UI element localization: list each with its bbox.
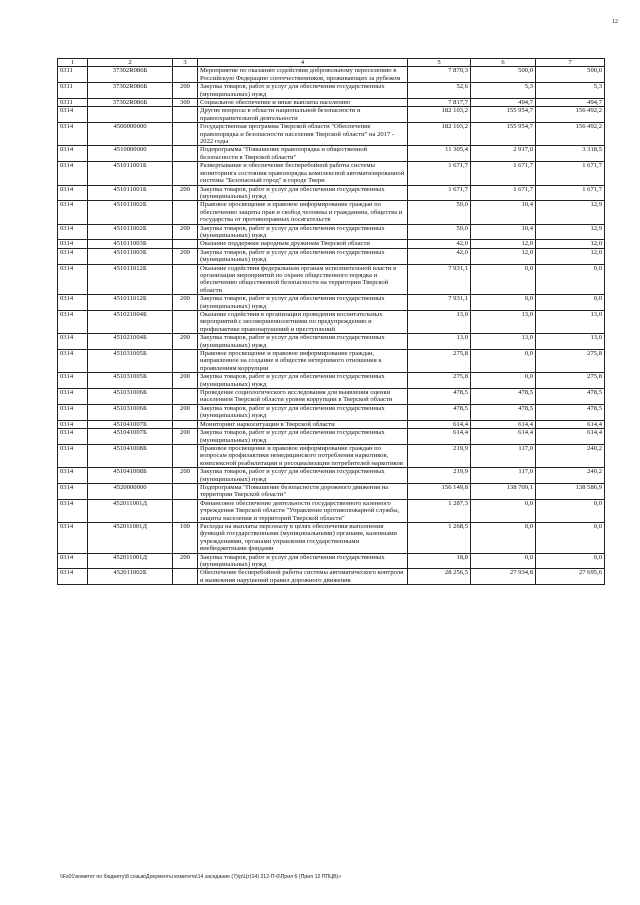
section-code-cell: 0314 xyxy=(58,522,88,553)
target-item-code-cell xyxy=(88,107,173,123)
target-item-code-cell: 451031005Б xyxy=(88,373,173,389)
section-code-cell: 0314 xyxy=(58,201,88,224)
target-item-code-cell: 451031006Б xyxy=(88,389,173,405)
amount-year3-cell: 3 318,5 xyxy=(536,146,605,162)
amount-year3-cell: 13,0 xyxy=(536,311,605,334)
target-item-code-cell: 37302R086Б xyxy=(88,83,173,99)
amount-year1-cell: 182 103,2 xyxy=(408,123,471,146)
amount-year2-cell: 10,4 xyxy=(471,224,536,240)
section-code-cell: 0314 xyxy=(58,483,88,499)
target-item-code-cell: 4520000000 xyxy=(88,483,173,499)
expense-type-code-cell xyxy=(173,483,198,499)
item-name-cell: Закупка товаров, работ и услуг для обеспечения государственных (муниципальных) нужд xyxy=(198,185,408,201)
item-name-cell: Оказание поддержки народным дружинам Тверской области xyxy=(198,240,408,248)
table-row xyxy=(58,123,605,146)
header-cell-4: 4 xyxy=(198,59,408,67)
expense-type-code-cell: 100 xyxy=(173,522,198,553)
amount-year1-cell: 614,4 xyxy=(408,420,471,428)
section-code-cell: 0314 xyxy=(58,373,88,389)
table-row xyxy=(58,569,605,585)
expense-type-code-cell xyxy=(173,107,198,123)
amount-year1-cell: 275,8 xyxy=(408,373,471,389)
item-name-cell: Оказание содействия федеральным органам исполнительной власти в организации мероприятий по охране общественного порядка и обеспечению общественной безопасности на территории Тверской области xyxy=(198,264,408,295)
amount-year2-cell: 500,0 xyxy=(471,67,536,83)
target-item-code-cell: 4510000000 xyxy=(88,146,173,162)
amount-year2-cell: 0,0 xyxy=(471,522,536,553)
target-item-code-cell: 451041008Б xyxy=(88,444,173,467)
table-row xyxy=(58,162,605,185)
expense-type-code-cell: 200 xyxy=(173,429,198,445)
expense-type-code-cell: 200 xyxy=(173,185,198,201)
item-name-cell: Проведение социологического исследования для выявления оценки населением Тверской области уровня коррупции в Тверской области xyxy=(198,389,408,405)
amount-year1-cell: 13,0 xyxy=(408,311,471,334)
item-name-cell: Закупка товаров, работ и услуг для обеспечения государственных (муниципальных) нужд xyxy=(198,373,408,389)
target-item-code-cell: 451011001Б xyxy=(88,185,173,201)
table-row xyxy=(58,185,605,201)
item-name-cell: Развертывание и обеспечение бесперебойной работы системы мониторинга состояния правопорядка комплексной автоматизированной системы "Безопасный город" в городе Твери xyxy=(198,162,408,185)
item-name-cell: Финансовое обеспечение деятельности государственного казенного учреждения Тверской области "Управление противопожарной службы, защиты населения и территорий Тверской области" xyxy=(198,499,408,522)
expense-type-code-cell xyxy=(173,389,198,405)
table-row xyxy=(58,311,605,334)
file-path-footer: \\Fs01\комитет по бюджету\8 созыв\Документы комитета\14 заседание (7)\р\Цт(14) 312-П-6\Прил 6 (Прил 12 ППЦВ)» xyxy=(60,874,342,880)
amount-year1-cell: 1 268,5 xyxy=(408,522,471,553)
target-item-code-cell: 451011012Б xyxy=(88,295,173,311)
expense-type-code-cell: 200 xyxy=(173,373,198,389)
expense-type-code-cell: 200 xyxy=(173,468,198,484)
amount-year3-cell: 0,0 xyxy=(536,522,605,553)
target-item-code-cell: 451021004Б xyxy=(88,334,173,350)
amount-year1-cell: 275,8 xyxy=(408,350,471,373)
expense-type-code-cell xyxy=(173,444,198,467)
expense-type-code-cell: 200 xyxy=(173,404,198,420)
table-row xyxy=(58,420,605,428)
amount-year3-cell: 12,0 xyxy=(536,240,605,248)
section-code-cell: 0314 xyxy=(58,185,88,201)
amount-year1-cell: 478,5 xyxy=(408,404,471,420)
amount-year3-cell: 138 586,9 xyxy=(536,483,605,499)
expense-type-code-cell: 200 xyxy=(173,248,198,264)
expense-type-code-cell xyxy=(173,240,198,248)
table-row xyxy=(58,499,605,522)
amount-year2-cell: 0,0 xyxy=(471,373,536,389)
header-cell-6: 6 xyxy=(471,59,536,67)
section-code-cell: 0314 xyxy=(58,334,88,350)
expense-type-code-cell xyxy=(173,264,198,295)
expense-type-code-cell xyxy=(173,499,198,522)
amount-year1-cell: 1 671,7 xyxy=(408,185,471,201)
amount-year1-cell: 156 149,8 xyxy=(408,483,471,499)
table-row xyxy=(58,429,605,445)
target-item-code-cell: 451041008Б xyxy=(88,468,173,484)
target-item-code-cell: 4500000000 xyxy=(88,123,173,146)
amount-year1-cell: 59,0 xyxy=(408,201,471,224)
amount-year3-cell: 275,8 xyxy=(536,373,605,389)
target-item-code-cell: 451011002Б xyxy=(88,201,173,224)
amount-year2-cell: 138 709,1 xyxy=(471,483,536,499)
amount-year3-cell: 27 695,6 xyxy=(536,569,605,585)
table-row xyxy=(58,83,605,99)
amount-year3-cell: 240,2 xyxy=(536,444,605,467)
table-row xyxy=(58,99,605,107)
section-code-cell: 0314 xyxy=(58,429,88,445)
section-code-cell: 0311 xyxy=(58,83,88,99)
expense-type-code-cell xyxy=(173,146,198,162)
target-item-code-cell: 452011002Б xyxy=(88,569,173,585)
table-row xyxy=(58,483,605,499)
expense-type-code-cell xyxy=(173,67,198,83)
amount-year1-cell: 219,9 xyxy=(408,468,471,484)
item-name-cell: Закупка товаров, работ и услуг для обеспечения государственных (муниципальных) нужд xyxy=(198,83,408,99)
amount-year2-cell: 117,0 xyxy=(471,468,536,484)
amount-year3-cell: 494,7 xyxy=(536,99,605,107)
amount-year3-cell: 1 671,7 xyxy=(536,185,605,201)
amount-year1-cell: 478,5 xyxy=(408,389,471,405)
expense-type-code-cell: 200 xyxy=(173,224,198,240)
table-row xyxy=(58,444,605,467)
header-cell-1: 1 xyxy=(58,59,88,67)
table-row xyxy=(58,146,605,162)
amount-year1-cell: 28 256,5 xyxy=(408,569,471,585)
amount-year2-cell: 494,7 xyxy=(471,99,536,107)
amount-year3-cell: 13,0 xyxy=(536,334,605,350)
amount-year1-cell: 1 287,3 xyxy=(408,499,471,522)
amount-year3-cell: 12,9 xyxy=(536,224,605,240)
section-code-cell: 0314 xyxy=(58,444,88,467)
expense-type-code-cell: 200 xyxy=(173,334,198,350)
section-code-cell: 0314 xyxy=(58,264,88,295)
item-name-cell: Закупка товаров, работ и услуг для обеспечения государственных (муниципальных) нужд xyxy=(198,553,408,569)
amount-year2-cell: 1 671,7 xyxy=(471,185,536,201)
header-cell-2: 2 xyxy=(88,59,173,67)
amount-year2-cell: 0,0 xyxy=(471,499,536,522)
table-row xyxy=(58,389,605,405)
amount-year3-cell: 478,5 xyxy=(536,404,605,420)
budget-table xyxy=(57,58,605,585)
header-cell-7: 7 xyxy=(536,59,605,67)
expense-type-code-cell: 200 xyxy=(173,553,198,569)
table-row xyxy=(58,295,605,311)
item-name-cell: Подпрограмма "Повышение правопорядка и общественной безопасности в Тверской области" xyxy=(198,146,408,162)
item-name-cell: Закупка товаров, работ и услуг для обеспечения государственных (муниципальных) нужд xyxy=(198,429,408,445)
amount-year1-cell: 7 931,1 xyxy=(408,295,471,311)
section-code-cell: 0314 xyxy=(58,420,88,428)
section-code-cell: 0314 xyxy=(58,468,88,484)
amount-year2-cell: 27 934,8 xyxy=(471,569,536,585)
table-body xyxy=(58,59,605,585)
table-row xyxy=(58,334,605,350)
section-code-cell: 0314 xyxy=(58,553,88,569)
expense-type-code-cell: 200 xyxy=(173,295,198,311)
expense-type-code-cell xyxy=(173,569,198,585)
amount-year2-cell: 2 917,0 xyxy=(471,146,536,162)
amount-year3-cell: 156 492,2 xyxy=(536,107,605,123)
section-code-cell: 0314 xyxy=(58,389,88,405)
amount-year3-cell: 240,2 xyxy=(536,468,605,484)
target-item-code-cell: 451011003Б xyxy=(88,240,173,248)
item-name-cell: Закупка товаров, работ и услуг для обеспечения государственных (муниципальных) нужд xyxy=(198,334,408,350)
amount-year3-cell: 5,3 xyxy=(536,83,605,99)
item-name-cell: Обеспечение бесперебойной работы системы автоматического контроля и выявления нарушений правил дорожного движения xyxy=(198,569,408,585)
amount-year2-cell: 13,0 xyxy=(471,311,536,334)
table-row xyxy=(58,248,605,264)
target-item-code-cell: 451041007Б xyxy=(88,420,173,428)
section-code-cell: 0311 xyxy=(58,99,88,107)
header-row xyxy=(58,59,605,67)
table-row xyxy=(58,224,605,240)
amount-year1-cell: 52,6 xyxy=(408,83,471,99)
target-item-code-cell: 452011001Д xyxy=(88,522,173,553)
table-row xyxy=(58,373,605,389)
section-code-cell: 0314 xyxy=(58,350,88,373)
section-code-cell: 0314 xyxy=(58,123,88,146)
amount-year3-cell: 156 492,2 xyxy=(536,123,605,146)
amount-year2-cell: 10,4 xyxy=(471,201,536,224)
amount-year1-cell: 18,8 xyxy=(408,553,471,569)
amount-year2-cell: 614,4 xyxy=(471,420,536,428)
amount-year3-cell: 0,0 xyxy=(536,499,605,522)
amount-year2-cell: 155 954,7 xyxy=(471,107,536,123)
section-code-cell: 0314 xyxy=(58,404,88,420)
amount-year2-cell: 0,0 xyxy=(471,295,536,311)
table-row xyxy=(58,201,605,224)
section-code-cell: 0314 xyxy=(58,146,88,162)
item-name-cell: Государственная программа Тверской области "Обеспечение правопорядка и безопасности населения Тверской области" на 2017 - 2022 годы xyxy=(198,123,408,146)
item-name-cell: Закупка товаров, работ и услуг для обеспечения государственных (муниципальных) нужд xyxy=(198,224,408,240)
item-name-cell: Расходы на выплаты персоналу в целях обеспечения выполнения функций государственными (муниципальными) органами, казенными учреждениями, органами управления государственными внебюджетными фондами xyxy=(198,522,408,553)
amount-year2-cell: 13,0 xyxy=(471,334,536,350)
table-row xyxy=(58,240,605,248)
amount-year3-cell: 275,8 xyxy=(536,350,605,373)
amount-year1-cell: 7 870,3 xyxy=(408,67,471,83)
section-code-cell: 0314 xyxy=(58,224,88,240)
target-item-code-cell: 451031006Б xyxy=(88,404,173,420)
table-row xyxy=(58,67,605,83)
item-name-cell: Правовое просвещение и правовое информирование граждан, направленное на создание в обществе нетерпимого отношения к проявлениям коррупции xyxy=(198,350,408,373)
item-name-cell: Закупка товаров, работ и услуг для обеспечения государственных (муниципальных) нужд xyxy=(198,295,408,311)
amount-year1-cell: 7 817,7 xyxy=(408,99,471,107)
amount-year2-cell: 12,0 xyxy=(471,248,536,264)
amount-year1-cell: 42,0 xyxy=(408,248,471,264)
amount-year2-cell: 478,5 xyxy=(471,389,536,405)
expense-type-code-cell: 300 xyxy=(173,99,198,107)
item-name-cell: Правовое просвещение и правовое информирование граждан по обеспечению защиты прав и свобод человека и гражданина, общества и государства от противоправных посягательств xyxy=(198,201,408,224)
target-item-code-cell: 452011001Д xyxy=(88,499,173,522)
section-code-cell: 0314 xyxy=(58,295,88,311)
header-cell-3: 3 xyxy=(173,59,198,67)
header-cell-5: 5 xyxy=(408,59,471,67)
amount-year1-cell: 42,0 xyxy=(408,240,471,248)
table-row xyxy=(58,264,605,295)
amount-year3-cell: 614,4 xyxy=(536,429,605,445)
target-item-code-cell: 451011012Б xyxy=(88,264,173,295)
item-name-cell: Закупка товаров, работ и услуг для обеспечения государственных (муниципальных) нужд xyxy=(198,248,408,264)
table-row xyxy=(58,350,605,373)
page-number: 12 xyxy=(612,19,618,25)
section-code-cell: 0314 xyxy=(58,240,88,248)
table-row xyxy=(58,553,605,569)
expense-type-code-cell xyxy=(173,420,198,428)
amount-year3-cell: 0,0 xyxy=(536,295,605,311)
section-code-cell: 0314 xyxy=(58,162,88,185)
amount-year1-cell: 7 931,1 xyxy=(408,264,471,295)
table-row xyxy=(58,404,605,420)
amount-year1-cell: 11 305,4 xyxy=(408,146,471,162)
amount-year2-cell: 5,3 xyxy=(471,83,536,99)
item-name-cell: Правовое просвещение и правовое информирование граждан по вопросам профилактики немедицинского потребления наркотиков, комплексной реабилитации и ресоциализации потребителей наркотиков xyxy=(198,444,408,467)
amount-year1-cell: 219,9 xyxy=(408,444,471,467)
target-item-code-cell: 451021004Б xyxy=(88,311,173,334)
section-code-cell: 0311 xyxy=(58,67,88,83)
amount-year2-cell: 0,0 xyxy=(471,553,536,569)
amount-year3-cell: 12,9 xyxy=(536,201,605,224)
target-item-code-cell: 451011002Б xyxy=(88,224,173,240)
target-item-code-cell: 451011003Б xyxy=(88,248,173,264)
expense-type-code-cell xyxy=(173,162,198,185)
item-name-cell: Мероприятие по оказанию содействия добровольному переселению в Российскую Федерацию соотечественников, проживающих за рубежом xyxy=(198,67,408,83)
target-item-code-cell: 452011001Д xyxy=(88,553,173,569)
section-code-cell: 0314 xyxy=(58,248,88,264)
target-item-code-cell: 37302R086Б xyxy=(88,99,173,107)
item-name-cell: Закупка товаров, работ и услуг для обеспечения государственных (муниципальных) нужд xyxy=(198,404,408,420)
amount-year2-cell: 0,0 xyxy=(471,350,536,373)
target-item-code-cell: 451011001Б xyxy=(88,162,173,185)
target-item-code-cell: 37302R086Б xyxy=(88,67,173,83)
amount-year1-cell: 182 103,2 xyxy=(408,107,471,123)
amount-year1-cell: 614,4 xyxy=(408,429,471,445)
amount-year2-cell: 117,0 xyxy=(471,444,536,467)
amount-year3-cell: 614,4 xyxy=(536,420,605,428)
expense-type-code-cell: 200 xyxy=(173,83,198,99)
item-name-cell: Оказание содействия в организации проведения воспитательных мероприятий с несовершеннолетними по предупреждению и профилактике правонарушений и преступлений xyxy=(198,311,408,334)
target-item-code-cell: 451041007Б xyxy=(88,429,173,445)
amount-year3-cell: 1 671,7 xyxy=(536,162,605,185)
item-name-cell: Подпрограмма "Повышение безопасности дорожного движения на территории Тверской области" xyxy=(198,483,408,499)
item-name-cell: Социальное обеспечение и иные выплаты населению xyxy=(198,99,408,107)
section-code-cell: 0314 xyxy=(58,107,88,123)
amount-year1-cell: 13,0 xyxy=(408,334,471,350)
amount-year1-cell: 1 671,7 xyxy=(408,162,471,185)
amount-year3-cell: 478,5 xyxy=(536,389,605,405)
target-item-code-cell: 451031005Б xyxy=(88,350,173,373)
expense-type-code-cell xyxy=(173,350,198,373)
item-name-cell: Закупка товаров, работ и услуг для обеспечения государственных (муниципальных) нужд xyxy=(198,468,408,484)
table-row xyxy=(58,522,605,553)
amount-year2-cell: 614,4 xyxy=(471,429,536,445)
expense-type-code-cell xyxy=(173,201,198,224)
amount-year3-cell: 0,0 xyxy=(536,264,605,295)
item-name-cell: Мониторинг наркоситуации в Тверской области xyxy=(198,420,408,428)
item-name-cell: Другие вопросы в области национальной безопасности и правоохранительной деятельности xyxy=(198,107,408,123)
amount-year3-cell: 12,0 xyxy=(536,248,605,264)
amount-year2-cell: 478,5 xyxy=(471,404,536,420)
section-code-cell: 0314 xyxy=(58,499,88,522)
expense-type-code-cell xyxy=(173,311,198,334)
amount-year2-cell: 12,0 xyxy=(471,240,536,248)
expense-type-code-cell xyxy=(173,123,198,146)
table-row xyxy=(58,107,605,123)
amount-year2-cell: 155 954,7 xyxy=(471,123,536,146)
amount-year3-cell: 0,0 xyxy=(536,553,605,569)
section-code-cell: 0314 xyxy=(58,311,88,334)
amount-year2-cell: 0,0 xyxy=(471,264,536,295)
section-code-cell: 0314 xyxy=(58,569,88,585)
amount-year1-cell: 59,0 xyxy=(408,224,471,240)
amount-year2-cell: 1 671,7 xyxy=(471,162,536,185)
table-row xyxy=(58,468,605,484)
amount-year3-cell: 500,0 xyxy=(536,67,605,83)
